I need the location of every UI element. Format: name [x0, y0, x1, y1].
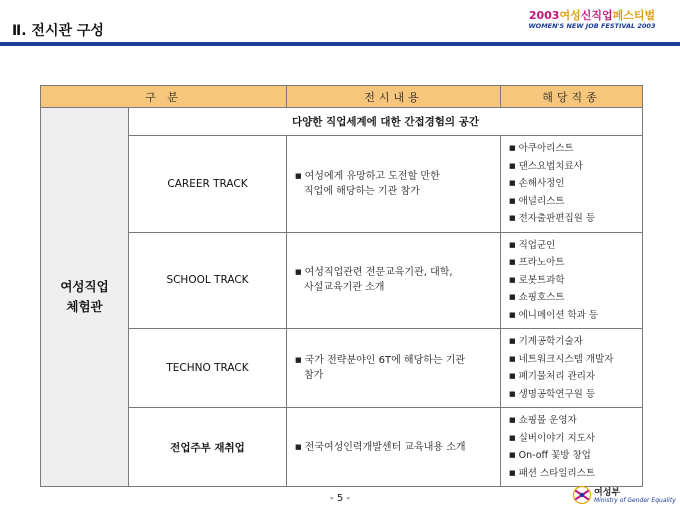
square-bullet-icon: ■ [509, 354, 516, 363]
square-bullet-icon: ■ [509, 310, 516, 319]
content-cell [287, 408, 501, 487]
track-cell: TECHNO TRACK [129, 329, 287, 408]
list-item [509, 289, 636, 307]
festival-logo-festival: 페스티벌 [612, 9, 656, 22]
list-item [509, 158, 636, 176]
square-bullet-icon: ■ [509, 275, 516, 284]
content-line2: 사설교육기관 소개 [304, 282, 385, 294]
square-bullet-icon: ■ [509, 416, 516, 424]
content-line1: 국가 전략분야인 6T에 해당하는 기관 [304, 355, 466, 366]
job-label: 폐기물처리 관리자 [518, 371, 596, 382]
section-title: Ⅱ. 전시관 구성 [12, 23, 104, 39]
list-item [509, 210, 636, 228]
header-jobs: 해당직종 [501, 86, 643, 108]
festival-logo-yeo: 여성 [559, 9, 581, 22]
square-bullet-icon: ■ [509, 161, 516, 170]
list-item [509, 254, 636, 272]
square-bullet-icon: ■ [509, 337, 516, 345]
intro-cell: 다양한 직업세계에 대한 간접경험의 공간 [129, 108, 643, 136]
job-label: 애널리스트 [518, 195, 565, 207]
job-label: 손해사정인 [518, 178, 565, 189]
festival-logo-sin: 신직업 [580, 9, 613, 22]
festival-logo-english: WOMEN'S NEW JOB FESTIVAL 2003 [528, 22, 656, 30]
content-line1: 전국여성인력개발센터 교육내용 소개 [304, 441, 466, 453]
square-bullet-icon: ■ [509, 240, 516, 249]
list-item [509, 465, 636, 483]
ministry-logo [572, 483, 680, 509]
job-label: 아쿠아리스트 [518, 143, 574, 154]
category-label-line2: 체험관 [66, 299, 103, 314]
page-number: - 5 - [330, 493, 350, 504]
track-cell: CAREER TRACK [129, 136, 287, 233]
ministry-name-korean: 여성부 [594, 488, 621, 498]
jobs-cell [501, 408, 643, 487]
list-item [509, 412, 636, 430]
list-item [509, 368, 636, 386]
page-header [0, 0, 680, 46]
square-bullet-icon: ■ [509, 144, 516, 152]
table-row [41, 232, 643, 329]
table-row [41, 329, 643, 408]
job-label: 네트워크시스템 개발자 [518, 353, 614, 365]
bullet-icon: ■ [295, 356, 302, 364]
job-label: 기계공학기술자 [518, 336, 583, 347]
square-bullet-icon: ■ [509, 196, 516, 205]
list-item [509, 193, 636, 211]
list-item [509, 237, 636, 255]
job-label: 프라노아트 [518, 257, 565, 268]
square-bullet-icon: ■ [509, 293, 516, 301]
job-label: On-off 꽃방 창업 [518, 450, 591, 461]
list-item [509, 175, 636, 193]
content-cell [287, 232, 501, 329]
table-header-row [41, 86, 643, 108]
content-cell [287, 329, 501, 408]
bullet-icon: ■ [295, 442, 302, 451]
content-cell [287, 136, 501, 233]
festival-logo [522, 9, 662, 31]
job-label: 에니메이션 학과 등 [518, 309, 599, 321]
square-bullet-icon: ■ [509, 389, 516, 398]
list-item [509, 447, 636, 465]
list-item [509, 386, 636, 404]
job-label: 쇼핑호스트 [518, 292, 565, 303]
bullet-icon: ■ [295, 268, 302, 277]
job-label: 실버이야기 지도사 [518, 432, 596, 444]
content-line2: 직업에 해당하는 기관 참가 [304, 185, 420, 197]
track-cell: 전업주부 재취업 [129, 408, 287, 487]
table-row [41, 408, 643, 487]
jobs-cell [501, 232, 643, 329]
list-item [509, 140, 636, 158]
list-item [509, 430, 636, 448]
job-label: 생명공학연구원 등 [518, 388, 596, 400]
category-cell [41, 108, 129, 487]
festival-logo-year: 2003 [528, 9, 560, 22]
job-label: 전자출판편집원 등 [518, 213, 596, 224]
job-label: 쇼핑몰 운영자 [518, 415, 577, 426]
category-label-line1: 여성직업 [60, 279, 109, 294]
square-bullet-icon: ■ [509, 372, 516, 380]
square-bullet-icon: ■ [509, 433, 516, 442]
list-item [509, 351, 636, 369]
track-cell: SCHOOL TRACK [129, 232, 287, 329]
exhibition-table [40, 85, 643, 487]
list-item [509, 307, 636, 325]
square-bullet-icon: ■ [509, 451, 516, 459]
content-line1: 여성에게 유망하고 도전할 만한 [304, 170, 440, 182]
square-bullet-icon: ■ [509, 468, 516, 477]
content-line1: 여성직업관련 전문교육기관, 대학, [304, 267, 453, 279]
job-label: 패션 스타일리스트 [518, 467, 596, 479]
header-category: 구 분 [41, 86, 287, 108]
job-label: 로봇트과학 [518, 274, 565, 286]
content-line2: 참가 [304, 370, 324, 381]
square-bullet-icon: ■ [509, 214, 516, 222]
ministry-emblem-icon [572, 485, 592, 505]
ministry-name-english: Ministry of Gender Equality [594, 497, 676, 504]
list-item [509, 272, 636, 290]
job-label: 댄스요법치료사 [518, 160, 583, 172]
table-row [41, 108, 643, 136]
header-rule [0, 42, 680, 46]
list-item [509, 333, 636, 351]
square-bullet-icon: ■ [509, 179, 516, 187]
header-content: 전시내용 [287, 86, 501, 108]
table-row [41, 136, 643, 233]
jobs-cell [501, 329, 643, 408]
job-label: 직업군인 [518, 239, 556, 251]
festival-logo-korean [522, 9, 662, 22]
bullet-icon: ■ [295, 171, 302, 180]
jobs-cell [501, 136, 643, 233]
square-bullet-icon: ■ [509, 258, 516, 266]
